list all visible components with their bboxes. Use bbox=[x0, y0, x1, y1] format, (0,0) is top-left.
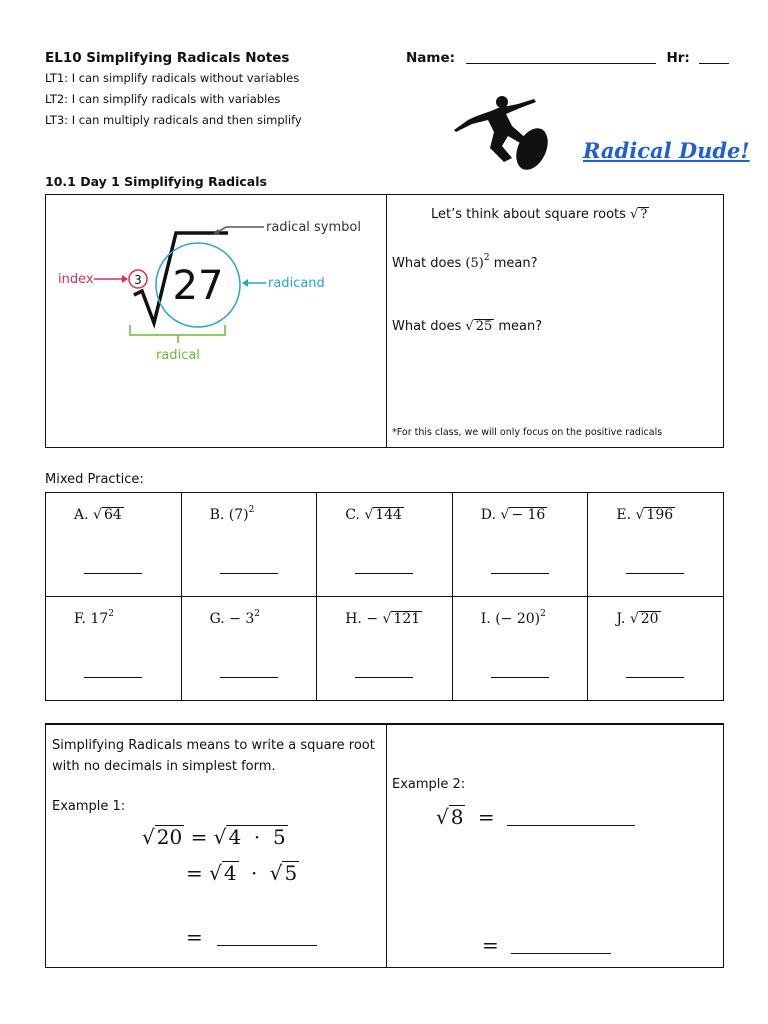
positive-note: *For this class, we will only focus on the positive radicals bbox=[392, 427, 663, 438]
problem-g: G. − $3^2$ bbox=[209, 609, 261, 627]
radical-symbol-label: radical symbol bbox=[266, 220, 361, 235]
learning-target-2: LT2: I can simplify radicals with variables bbox=[45, 92, 281, 106]
practice-grid bbox=[45, 492, 724, 701]
example-1-line-1: √ 20 = √ 4 · 5 bbox=[142, 825, 286, 849]
problem-b: B. $(7)^2$ bbox=[209, 505, 255, 523]
mixed-practice-label: Mixed Practice: bbox=[45, 472, 144, 487]
answer-line[interactable] bbox=[84, 573, 142, 574]
problem-e: E. √ 196 bbox=[616, 507, 674, 523]
think-heading-radical: ? bbox=[640, 207, 648, 222]
example-2-answer-1[interactable] bbox=[507, 825, 635, 826]
worksheet-title: EL10 Simplifying Radicals Notes bbox=[45, 50, 290, 66]
problem-cell bbox=[588, 493, 724, 597]
hr-label: Hr: bbox=[666, 50, 690, 66]
intro-divider bbox=[386, 195, 387, 447]
learning-target-1: LT1: I can simplify radicals without variables bbox=[45, 71, 300, 85]
radical-diagram bbox=[50, 205, 380, 380]
problem-f: F. $17^2$ bbox=[74, 609, 114, 627]
problem-cell bbox=[452, 597, 588, 701]
answer-line[interactable] bbox=[220, 573, 278, 574]
answer-line[interactable] bbox=[355, 677, 413, 678]
question-1: What does $(5)^2$ mean? bbox=[392, 253, 538, 271]
simplify-box bbox=[45, 723, 724, 968]
example-1-line-2: = √ 4 · √ 5 bbox=[186, 861, 298, 885]
name-label: Name: bbox=[406, 50, 456, 66]
problem-j: J. √ 20 bbox=[616, 611, 659, 627]
example-2-label: Example 2: bbox=[392, 777, 466, 792]
problem-cell bbox=[181, 493, 317, 597]
answer-line[interactable] bbox=[84, 677, 142, 678]
hr-field[interactable] bbox=[699, 63, 729, 64]
index-label: index bbox=[58, 272, 94, 287]
learning-target-3: LT3: I can multiply radicals and then simplify bbox=[45, 113, 302, 127]
radical-label: radical bbox=[156, 348, 200, 363]
example-2-answer-2[interactable] bbox=[511, 953, 611, 954]
example-2-line-1: √ 8 = bbox=[436, 805, 635, 829]
answer-line[interactable] bbox=[491, 677, 549, 678]
example-1-line-3: = bbox=[186, 925, 317, 949]
answer-line[interactable] bbox=[626, 573, 684, 574]
think-heading: Let’s think about square roots √ ? bbox=[431, 207, 648, 222]
answer-line[interactable] bbox=[491, 573, 549, 574]
simplify-divider bbox=[386, 725, 387, 967]
answer-line[interactable] bbox=[220, 677, 278, 678]
problem-cell bbox=[317, 597, 453, 701]
intro-box bbox=[45, 194, 724, 448]
question-2: What does √ 25 mean? bbox=[392, 319, 543, 334]
radical-dude-banner: Radical Dude! bbox=[583, 138, 750, 163]
problem-c: C. √ 144 bbox=[345, 507, 402, 523]
name-hr-line bbox=[406, 50, 729, 66]
radicand-value: 27 bbox=[172, 263, 224, 309]
problem-cell bbox=[46, 493, 182, 597]
problem-cell bbox=[452, 493, 588, 597]
problem-i: I. (− 20)$^2$ bbox=[480, 609, 546, 627]
example-1-label: Example 1: bbox=[52, 799, 126, 814]
problem-d: D. √ − 16 bbox=[480, 507, 546, 523]
problem-a: A. √ 64 bbox=[74, 507, 122, 523]
example-2-line-2: = bbox=[482, 933, 611, 957]
problem-cell bbox=[317, 493, 453, 597]
answer-line[interactable] bbox=[355, 573, 413, 574]
problem-h: H. − √ 121 bbox=[345, 611, 421, 627]
definition-text: Simplifying Radicals means to write a square root with no decimals in simplest form. bbox=[52, 738, 375, 774]
radicand-label: radicand bbox=[268, 276, 325, 291]
problem-cell bbox=[46, 597, 182, 701]
example-1-answer[interactable] bbox=[217, 945, 317, 946]
problem-cell bbox=[588, 597, 724, 701]
problem-cell bbox=[181, 597, 317, 701]
name-field[interactable] bbox=[466, 63, 656, 64]
section-title: 10.1 Day 1 Simplifying Radicals bbox=[45, 174, 267, 189]
surfer-icon bbox=[450, 92, 554, 176]
answer-line[interactable] bbox=[626, 677, 684, 678]
index-value: 3 bbox=[134, 273, 142, 287]
